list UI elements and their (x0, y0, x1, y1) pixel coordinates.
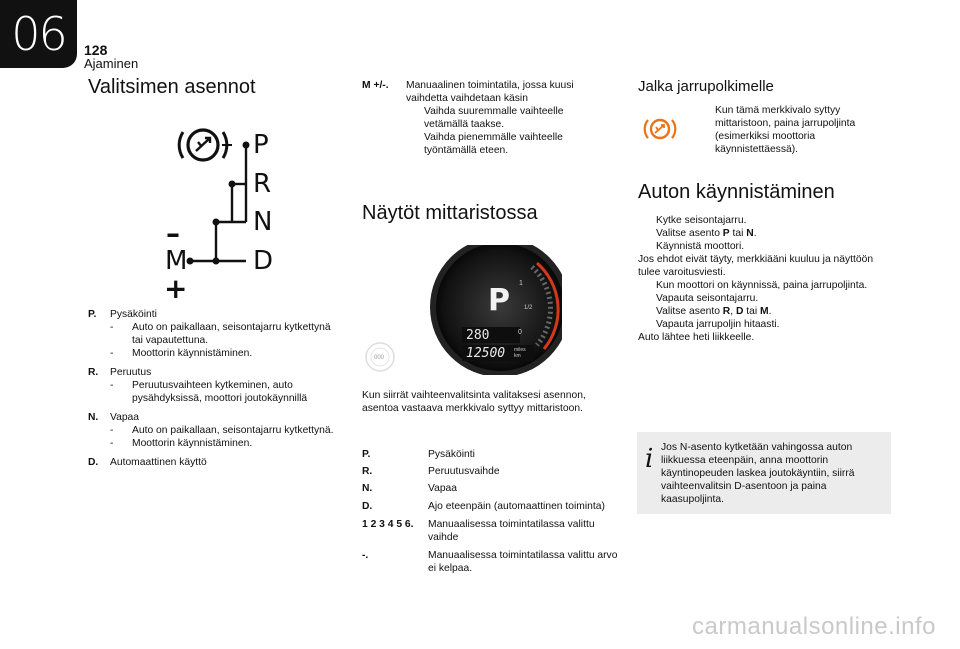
brake-pedal-warning-icon (641, 115, 679, 143)
info-note-box (637, 432, 891, 514)
selector-letter-d: D (253, 246, 274, 276)
bullet-icon (406, 131, 424, 157)
section-name: Ajaminen (84, 56, 139, 71)
table-row: N. Vapaa (362, 483, 458, 494)
table-row: P. Pysäköinti (362, 449, 475, 460)
brake-pedal-title: Jalka jarrupolkimelle (638, 78, 774, 95)
displays-caption: Kun siirrät vaihteenvalitsinta valitaksesi asennon, asentoa vastaava merkkivalo syttyy mittaristoon. (362, 390, 586, 414)
selector-letter-p: P (253, 130, 269, 160)
bullet-icon (638, 227, 656, 240)
bullet-icon (638, 292, 656, 305)
gauge-unit: miles km (514, 347, 526, 359)
bullet-icon (638, 240, 656, 253)
start-instructions: Kytke seisontajarru. Valitse asento P tai N. Käynnistä moottori. Jos ehdot eivät täyty, merkkiääni kuuluu ja näyttöön tulee varoitusviesti. Kun moottori on käynnissä, paina jarrupoljinta. Vapauta seisontajarru. Valitse asento R, D tai M. Vapauta jarrupoljin hitaasti. Auto lähtee heti liikkeelle. (638, 215, 874, 343)
selector-letter-n: N (253, 207, 273, 237)
page-number: 128 (84, 42, 108, 58)
def-m: M +/-. Manuaalinen toimintatila, jossa kuusi vaihdetta vaihdetaan käsin Vaihda suuremmalle vaihteelle vetämällä taakse. Vaihda pienemmälle vaihteelle työntämällä eteen. (362, 80, 574, 156)
start-title: Auton käynnistäminen (638, 181, 835, 203)
bullet-icon (638, 279, 656, 292)
bullet-icon (697, 104, 715, 156)
table-row: 1 2 3 4 5 6. Manuaalisessa toimintatilassa valittu vaihde (362, 519, 595, 543)
def-d: D. Automaattinen käyttö (88, 457, 207, 468)
brake-pedal-text: Kun tämä merkkivalo syttyy mittaristoon, paina jarrupoljinta (esimerkiksi moottoria käynnistettäessä). (697, 104, 872, 156)
bullet-icon (638, 318, 656, 331)
instrument-cluster-image: 000 P 280 12500 miles km 1 1/2 0 (362, 245, 562, 375)
selector-letter-r: R (253, 169, 272, 199)
def-n: N. Vapaa - Auto on paikallaan, seisontajarru kytkettynä. - Moottorin käynnistäminen. (88, 412, 334, 449)
selector-title: Valitsimen asennot (88, 76, 256, 98)
gauge-gear-indicator: P (488, 283, 510, 318)
watermark: carmanualsonline.info (692, 613, 936, 640)
brake-warning-icon (179, 130, 227, 160)
info-note-text: Jos N-asento kytketään vahingossa auton liikkuessa eteenpäin, anna moottorin käyntinopeuden laskea joutokäyntiin, siirrä vaihteenvalitsin D-asentoon ja paina kaasupoljinta. (661, 442, 855, 505)
table-row: R. Peruutusvaihde (362, 466, 500, 477)
bullet-icon (638, 305, 656, 318)
def-p: P. Pysäköinti - Auto on paikallaan, seisontajarru kytkettynä tai vapautettuna. - Moottorin käynnistäminen. (88, 309, 331, 359)
table-row: -. Manuaalisessa toimintatilassa valittu arvo ei kelpaa. (362, 550, 618, 574)
displays-title: Näytöt mittaristossa (362, 202, 538, 224)
bullet-icon (406, 105, 424, 131)
bullet-icon (638, 214, 656, 227)
gauge-speed: 280 (466, 328, 490, 343)
def-r: R. Peruutus - Peruutusvaihteen kytkeminen, auto pysähdyksissä, moottori joutokäynnillä (88, 367, 308, 404)
selector-minus: – (166, 217, 180, 250)
selector-letter-m: M (165, 246, 188, 276)
table-row: D. Ajo eteenpäin (automaattinen toiminta) (362, 501, 605, 512)
info-icon: i (645, 444, 654, 474)
selector-plus: + (164, 272, 188, 305)
chapter-tab: 06 (0, 0, 77, 68)
gauge-odometer: 12500 (466, 346, 506, 361)
